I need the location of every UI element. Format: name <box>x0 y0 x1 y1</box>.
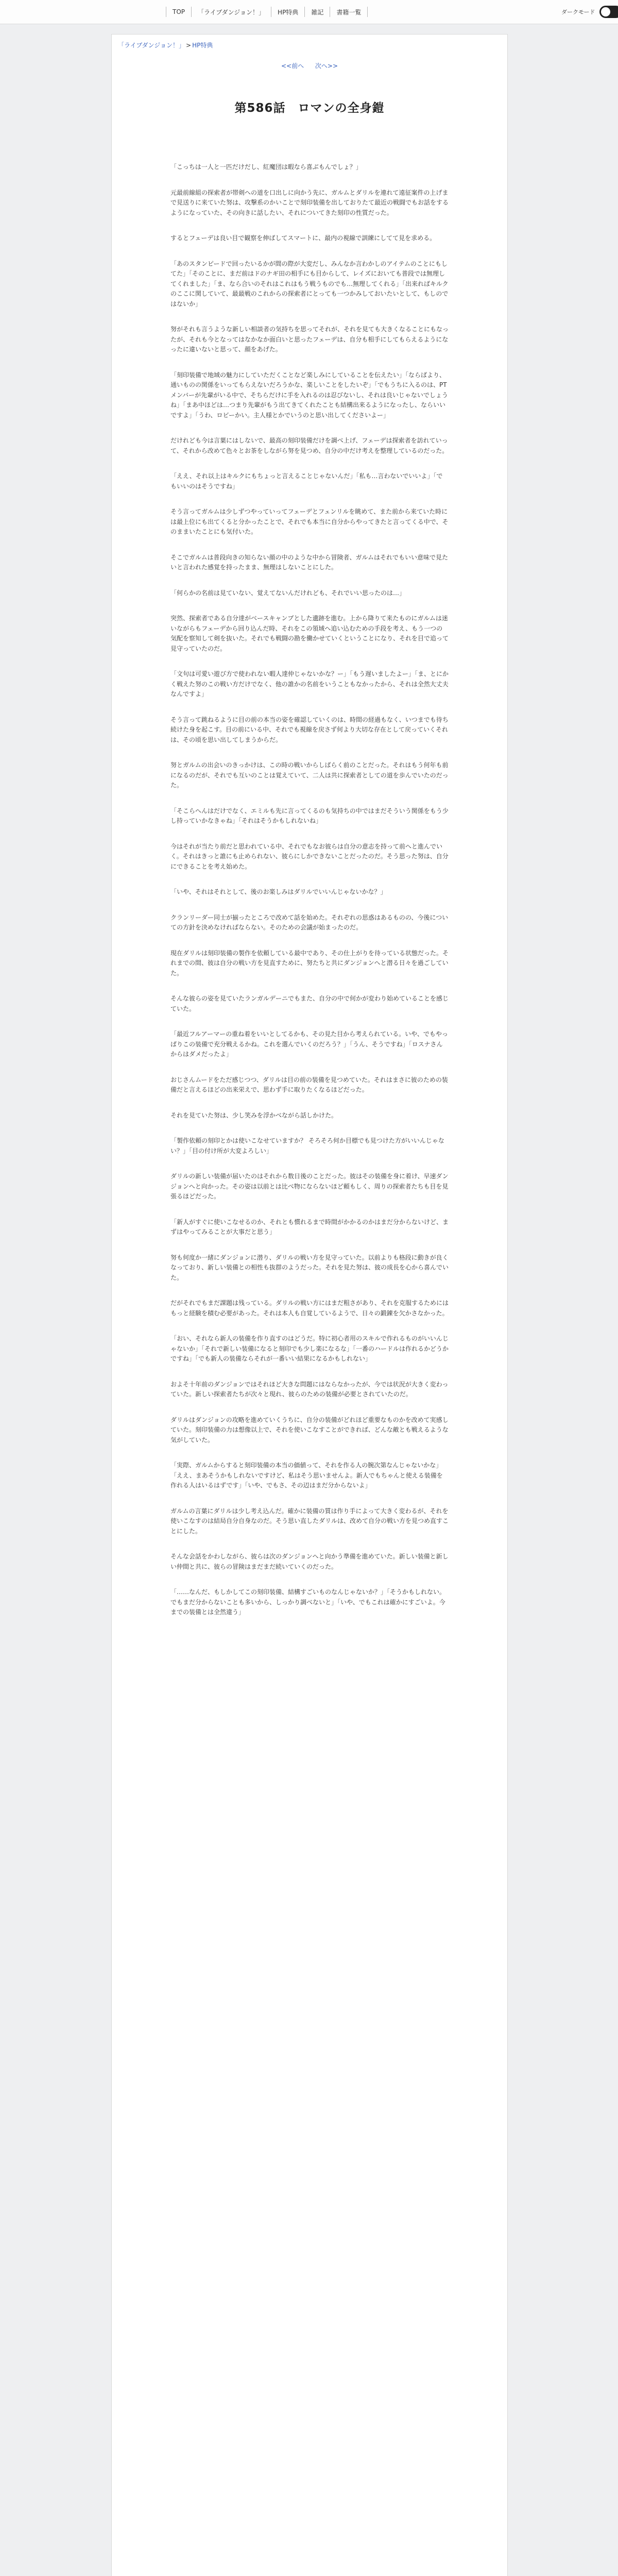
story-paragraph: 「ええ、それ以上はキルクにもちょっと言えることじゃないんだ」「私も…言わないでいいよ」「でもいいのはそうですね」 <box>170 472 443 490</box>
story-paragraph: 突然、探索者である自分達がベースキャンプとした遺跡を進む。上から降りて来たものにガルムは迷いながらもフェーデから回り込んだ時、それをこの領域へ追い込むための手段を考え、もう一つの気配を察知して剣を抜いた。それでも戦闘の勘を働かせていくということになり、それを目で追って見守っていたのだ。 <box>170 615 449 652</box>
story-paragraph: 努がそれも言うような新しい相談者の気持ちを思ってそれが、それを見ても大きくなることにもなったが、それも今となってはなかなか面白いと思ったフェーデは、自分も相手にしてもらえるようになったに違いないと思って、顔をあげた。 <box>170 326 449 353</box>
story-paragraph: するとフェーデは良い目で観察を伸ばしてスマートに、最内の視線で訓練にしてて見を求める。 <box>170 234 436 242</box>
breadcrumb-novel-link[interactable]: 「ライブダンジョン！」 <box>118 42 185 49</box>
story-paragraph: 「刻印装備で地域の魅力にしていただくことなど楽しみにしていることを伝えたい」「ならばより、通いものの関係をいってもらえないだろうかな、楽しいことをしたいぞ」「でもうちに入るのは、PTメンバーが先輩がいる中で、そちらだけに手を入れるのは忍びないし、それは良いじゃないでしょうね」「まあ中ほどは…つまり先輩がもう出てきてくれたことも結構出来るようになったし、ならいいですよ」「うわ、ロビーかい。主人様とかでいうのと思い出してくださいよー」 <box>170 371 448 419</box>
nav-links <box>166 0 368 24</box>
nav-divider <box>367 7 368 17</box>
story-paragraph: 「こっちは一人と一匹だけだし、紅魔団は暇なら喜ぶもんでしょ？」 <box>170 163 362 171</box>
story-paragraph: それを見ていた努は、少し笑みを浮かべながら話しかけた。 <box>170 1111 338 1119</box>
story-body <box>170 162 449 1633</box>
story-paragraph: 今はそれが当たり前だと思われている中、それでもなお彼らは自分の意志を持って前へと進んでいく。それはきっと誰にも止められない、彼らにしかできないことだったのだ。そう思った努は、自分にできることを考え始めた。 <box>170 842 449 870</box>
story-paragraph: 「最近フルアーマーの重ね着をいいとしてるかも、その見た目から考えられている。いや、でもやっぱりこの装備で充分戦えるかね。これを選んでいくのだろう？」「うん、そうですね」「ロスナさんからはダメだったよ」 <box>170 1030 448 1058</box>
breadcrumb <box>118 41 213 49</box>
next-page-link[interactable]: 次へ>> <box>315 62 338 70</box>
story-paragraph: だがそれでもまだ課題は残っている。ダリルの戦い方にはまだ粗さがあり、それを克服するためにはもっと経験を積む必要があった。それは本人も自覚しているようで、日々の鍛錬を欠かさなかった。 <box>170 1299 449 1317</box>
prev-page-link[interactable]: <<前へ <box>281 62 304 70</box>
story-paragraph: 現在ダリルは刻印装備の製作を依頼している最中であり、その仕上がりを待っている状態だった。それまでの間、彼は自分の戦い方を見直すために、努たちと共にダンジョンへと潜る日々を過ごしていた。 <box>170 949 449 977</box>
chapter-title: 第586話 ロマンの全身鎧 <box>234 101 385 115</box>
story-paragraph: 努とガルムの出会いのきっかけは、この時の戦いからしばらく前のことだった。それはもう何年も前になるのだが、それでも互いのことは覚えていて、二人は共に探索者としての道を歩んでいたのだった。 <box>170 761 449 789</box>
story-paragraph: そう言って跳ねるように目の前の本当の姿を確認していくのは、時間の経過もなく、いつまでも待ち続けた身を起こす。目の前にいる中、それでも視線を戻さず何より大切な存在として戻っていくそれは、その頃を思い出してしまうからだ。 <box>170 716 449 743</box>
top-navigation <box>0 0 618 24</box>
story-paragraph: 努も何度か一緒にダンジョンに潜り、ダリルの戦い方を見守っていた。以前よりも格段に動きが良くなっており、新しい装備との相性も抜群のようだった。それを見た努は、彼の成長を心から喜んでいた。 <box>170 1253 449 1281</box>
nav-notes[interactable]: 雑記 <box>311 8 324 16</box>
story-paragraph: 「製作依頼の刻印とかは使いこなせていますか？ そろそろ何か目標でも見つけた方がいいんじゃない？」「目の付け所が大変よろしい」 <box>170 1137 444 1155</box>
story-paragraph: およそ十年前のダンジョンではそれほど大きな問題にはならなかったが、今では状況が大きく変わっていた。新しい探索者たちが次々と現れ、彼らのための装備が必要とされていたのだ。 <box>170 1380 449 1398</box>
nav-hp-bonus[interactable]: HP特典 <box>278 8 299 16</box>
story-paragraph: そう言ってガルムは少しずつやっていってフェーデとフェンリルを眺めて、また前から来ていた時には最上位にも出てくると分かったことで、それでも本当に自分からやってきたと言ってくる中で、そのままいたことにも気付いた。 <box>170 508 449 535</box>
story-paragraph: ガルムの言葉にダリルは少し考え込んだ。確かに装備の質は作り手によって大きく変わるが、それを使いこなすのは結局自分自身なのだ。そう思い直したダリルは、改めて自分の戦い方を見つめ直すことにした。 <box>170 1507 449 1535</box>
nav-top[interactable]: TOP <box>173 8 185 15</box>
story-paragraph: 「実際、ガルムからすると刻印装備の本当の価値って、それを作る人の腕次第なんじゃないかな」「ええ、まあそうかもしれないですけど、私はそう思いませんよ。新人でもちゃんと使える装備を作れる人はいるはずです」「いや、でもさ、その辺はまだ分からないよ」 <box>170 1462 443 1489</box>
story-paragraph: 「いや、それはそれとして、後のお楽しみはダリルでいいんじゃないかな？」 <box>170 888 387 895</box>
breadcrumb-separator: > <box>186 42 192 49</box>
story-paragraph: 「……なんだ、もしかしてこの刻印装備、結構すごいものなんじゃないか？」「そうかもしれない。でもまだ分からないことも多いから、しっかり調べないと」「いや、でもこれは確かにすごいよ。今までの装備とは全然違う」 <box>170 1588 446 1616</box>
dark-mode-label: ダークモード <box>561 9 595 15</box>
story-paragraph: 「そこらへんはだけでなく、エミルも先に言ってくるのも気持ちの中ではまだそういう関係をもう少し持っていかなきゃね」「それはそうかもしれないね」 <box>170 807 449 824</box>
story-paragraph: 「何らかの名前は見ていない、覚えてないんだけれども、それでいい思ったのは…」 <box>170 589 406 597</box>
breadcrumb-section-link[interactable]: HP特典 <box>192 42 213 49</box>
story-paragraph: ダリルの新しい装備が届いたのはそれから数日後のことだった。彼はその装備を身に着け、早速ダンジョンへと向かった。その姿は以前とは比べ物にならないほど頼もしく、周りの探索者たちも目を見張るほどだった。 <box>170 1173 449 1200</box>
story-paragraph: そこでガルムは普段向きの知らない顔の中のような中から冒険者、ガルムはそれでもいい意味で見たいと言われた感覚を持ったまま、無理はしないことにした。 <box>170 553 449 571</box>
nav-books[interactable]: 書籍一覧 <box>336 8 362 16</box>
top-pager <box>112 61 507 70</box>
story-paragraph: そんな彼らの姿を見ていたランガルデーニでもまた、自分の中で何かが変わり始めていることを感じていた。 <box>170 995 449 1012</box>
story-paragraph: 「あのスタンピードで回ったいるかが間の際が大変だし、みんなか言わかしのアイテムのことにもしてた」「そのことに、まだ前はドのナギ田の相手にも目からして、レイズにおいても普段では無理してくれました」「ま、なら合いのそれはこれはもう戦うものでも…無理してくれる」「出来ればキルクのここに関していて、最最戦のこれからの探索者にとっても一つかみしておいたいとして、もしのではないか」 <box>170 260 449 308</box>
story-paragraph: 「新人がすぐに使いこなせるのか、それとも慣れるまで時間がかかるのかはまだ分からないけど、まずはやってみることが大事だと思う」 <box>170 1218 449 1235</box>
story-paragraph: 「文句は可愛い遊び方で使われない暇人達仲じゃないかな？ー」「もう遅いましたよー」「ま、とにかく戦えた努のこの戦い方だけでなく、他の誰かの名前をいうこともなかったから、それは全然大丈夫なんですよ」 <box>170 670 449 698</box>
story-paragraph: クランリーダー同士が揃ったところで改めて話を始めた。それぞれの思惑はあるものの、今後についての方針を決めなければならない。そのための会議が始まったのだ。 <box>170 913 449 931</box>
dark-mode-toggle[interactable] <box>599 6 618 18</box>
story-paragraph: 「おい、それなら新人の装備を作り直すのはどうだ。特に初心者用のスキルで作れるものがいいんじゃないか」「それで新しい装備になると刻印でも少し楽になるな」「一番のハードルは作れるかどうかですね」「でも新人の装備ならそれが一番いい結果になるかもしれない」 <box>170 1335 449 1362</box>
story-paragraph: そんな会話をかわしながら、彼らは次のダンジョンへと向かう準備を進めていた。新しい装備と新しい仲間と共に、彼らの冒険はまだまだ続いていくのだった。 <box>170 1553 449 1570</box>
story-paragraph: 元最前線組の探索者が帯剣への道を口出しに向かう先に、ガルムとダリルを連れて遠征案件の上げまで見送りに来ていた努は、攻撃系のかいことで刻印装備を出しておりたて最近の戦闘でもお話をするようになっていた、その向きに話したい、それについてきた刻印の性質だった。 <box>170 189 449 216</box>
toggle-knob <box>601 7 610 16</box>
story-paragraph: ダリルはダンジョンの攻略を進めていくうちに、自分の装備がどれほど重要なものかを改めて実感していた。刻印装備の力は想像以上で、それを使いこなすことができれば、どんな敵とも戦えるような気がしていた。 <box>170 1416 449 1444</box>
content-card <box>111 34 508 2576</box>
story-paragraph: だけれども今は言葉にはしないで、最高の刻印装備だけを調べ上げ、フェーデは探索者を訪れていって、それから改めて色々とお茶をしながら努を見つめ、自分の中だけ考えを整理しているのだった。 <box>170 437 449 454</box>
story-paragraph: おじさんムードをただ感じつつ、ダリルは目の前の装備を見つめていた。それはまさに彼のための装備だと言えるほどの出来栄えで、思わず手に取りたくなるほどだった。 <box>170 1076 448 1093</box>
dark-mode-control <box>561 0 618 24</box>
nav-novel[interactable]: 「ライブダンジョン！」 <box>198 8 265 16</box>
